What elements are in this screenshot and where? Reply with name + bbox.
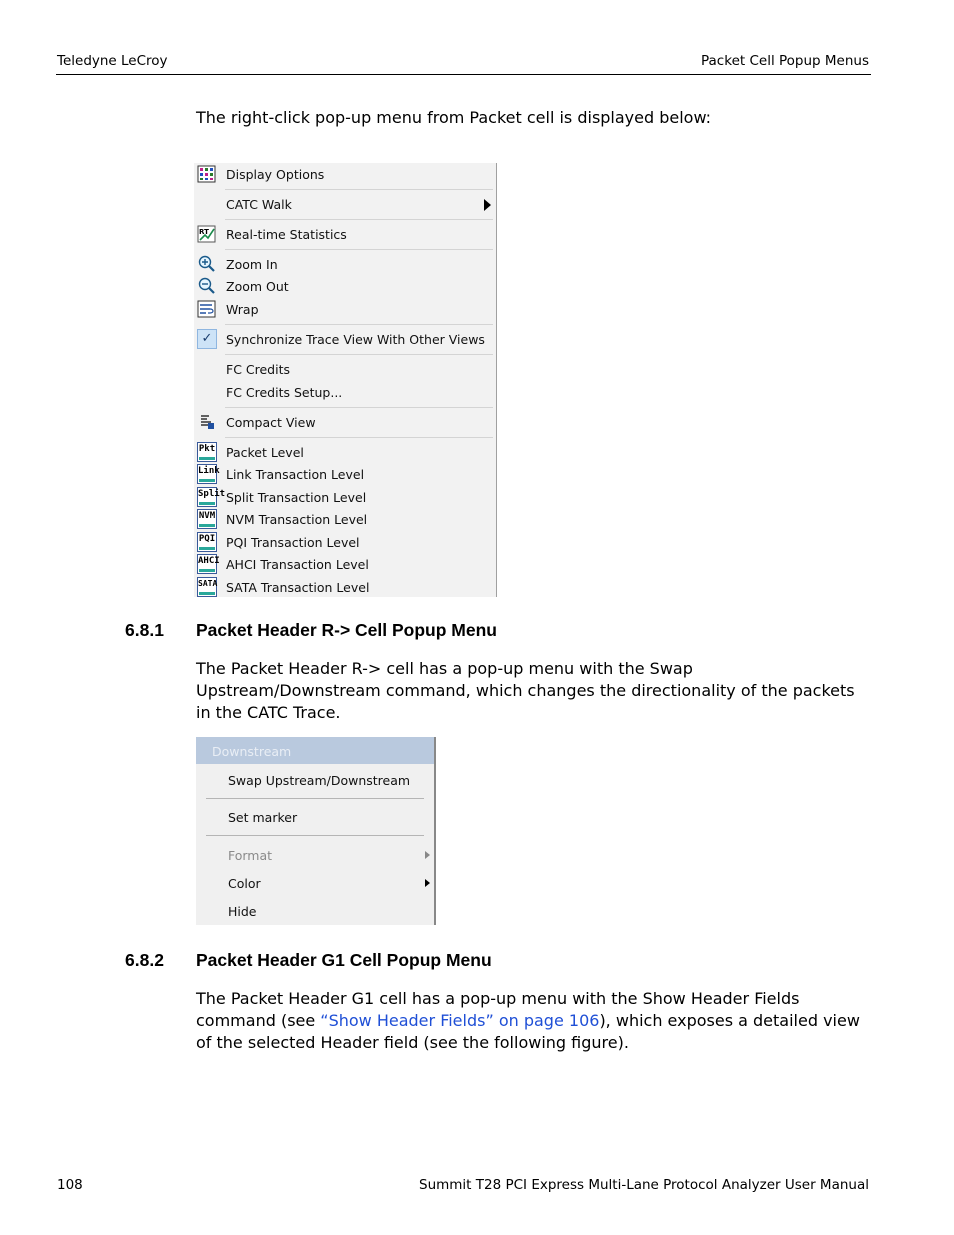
menu-separator (225, 249, 493, 250)
submenu-arrow-icon (425, 851, 430, 859)
section-number: 6.8.2 (125, 950, 164, 970)
menu-item-color[interactable]: Color (228, 876, 261, 891)
nvm-level-icon: NVM (197, 509, 217, 529)
menu-item-label: Display Options (226, 167, 325, 182)
link-level-icon: Link (197, 464, 217, 484)
menu-item-label: Compact View (226, 415, 316, 430)
intro-paragraph: The right-click pop-up menu from Packet cell is displayed below: (196, 108, 712, 127)
menu-item-label: Split Transaction Level (226, 490, 367, 505)
svg-text:RT: RT (199, 228, 209, 236)
menu-item-hide[interactable]: Hide (228, 904, 257, 919)
packet-level-icon: Pkt (197, 442, 217, 462)
show-header-fields-link[interactable]: “Show Header Fields” on page 106 (320, 1011, 600, 1030)
section-title: Packet Header G1 Cell Popup Menu (196, 950, 492, 970)
sata-level-icon: SATA (197, 577, 217, 597)
submenu-arrow-icon (425, 879, 430, 887)
submenu-arrow-icon (484, 199, 491, 211)
menu-separator (225, 354, 493, 355)
pqi-level-icon: PQI (197, 532, 217, 552)
menu-item-label: Packet Level (226, 445, 304, 460)
header-section-title: Packet Cell Popup Menus (701, 53, 869, 69)
menu-item-swap-upstream-downstream[interactable]: Swap Upstream/Downstream (228, 773, 411, 788)
menu-separator (225, 189, 493, 190)
section-number: 6.8.1 (125, 620, 164, 640)
menu-separator (225, 219, 493, 220)
header-divider (56, 74, 871, 75)
split-level-icon: Split (197, 487, 217, 507)
realtime-statistics-icon (197, 225, 216, 243)
zoom-in-icon (197, 255, 216, 273)
section-title: Packet Header R-> Cell Popup Menu (196, 620, 497, 640)
footer-manual-title: Summit T28 PCI Express Multi-Lane Protocol Analyzer User Manual (419, 1177, 869, 1193)
header-company: Teledyne LeCroy (57, 53, 168, 69)
menu-item-label: SATA Transaction Level (226, 580, 370, 595)
menu-item-label: Link Transaction Level (226, 467, 365, 482)
menu-separator (225, 324, 493, 325)
menu-separator (225, 437, 493, 438)
menu-title-bar (196, 737, 434, 764)
wrap-icon (197, 300, 216, 318)
menu-item-label: FC Credits (226, 362, 290, 377)
menu-item-label: Zoom Out (226, 279, 289, 294)
section-6-8-2-paragraph (196, 988, 861, 1054)
compact-view-icon (197, 413, 216, 431)
section-6-8-1-paragraph: The Packet Header R-> cell has a pop-up menu with the Swap Upstream/Downstream command, which changes the directionality of the packets in the CATC Trace. (196, 659, 855, 722)
page-number: 108 (57, 1177, 83, 1193)
menu-item-label: Zoom In (226, 257, 278, 272)
menu-item-label: Wrap (226, 302, 259, 317)
paragraph-text: ), which exposes a detailed view of the selected Header field (see the following figure). (196, 1011, 860, 1052)
section-heading-6-8-2 (125, 950, 492, 971)
checkmark-icon: ✓ (197, 329, 217, 349)
menu-item-set-marker[interactable]: Set marker (228, 810, 298, 825)
menu-title: Downstream (212, 744, 292, 759)
menu-item-label: PQI Transaction Level (226, 535, 360, 550)
zoom-out-icon (197, 277, 216, 295)
menu-item-label: CATC Walk (226, 197, 292, 212)
packet-header-r-popup-menu (196, 737, 436, 925)
menu-item-format[interactable]: Format (228, 848, 273, 863)
ahci-level-icon: AHCI (197, 554, 217, 574)
menu-separator (206, 835, 424, 836)
menu-separator (206, 798, 424, 799)
menu-item-label: NVM Transaction Level (226, 512, 368, 527)
menu-item-label: FC Credits Setup... (226, 385, 343, 400)
packet-cell-popup-menu (194, 163, 497, 597)
menu-item-label: Real-time Statistics (226, 227, 347, 242)
menu-item-label: Synchronize Trace View With Other Views (226, 332, 485, 347)
menu-separator (225, 407, 493, 408)
paragraph-text: The Packet Header G1 cell has a pop-up menu with the Show Header Fields command (see (196, 989, 800, 1030)
display-options-icon (197, 165, 216, 183)
section-heading-6-8-1 (125, 620, 497, 641)
menu-item-label: AHCI Transaction Level (226, 557, 369, 572)
